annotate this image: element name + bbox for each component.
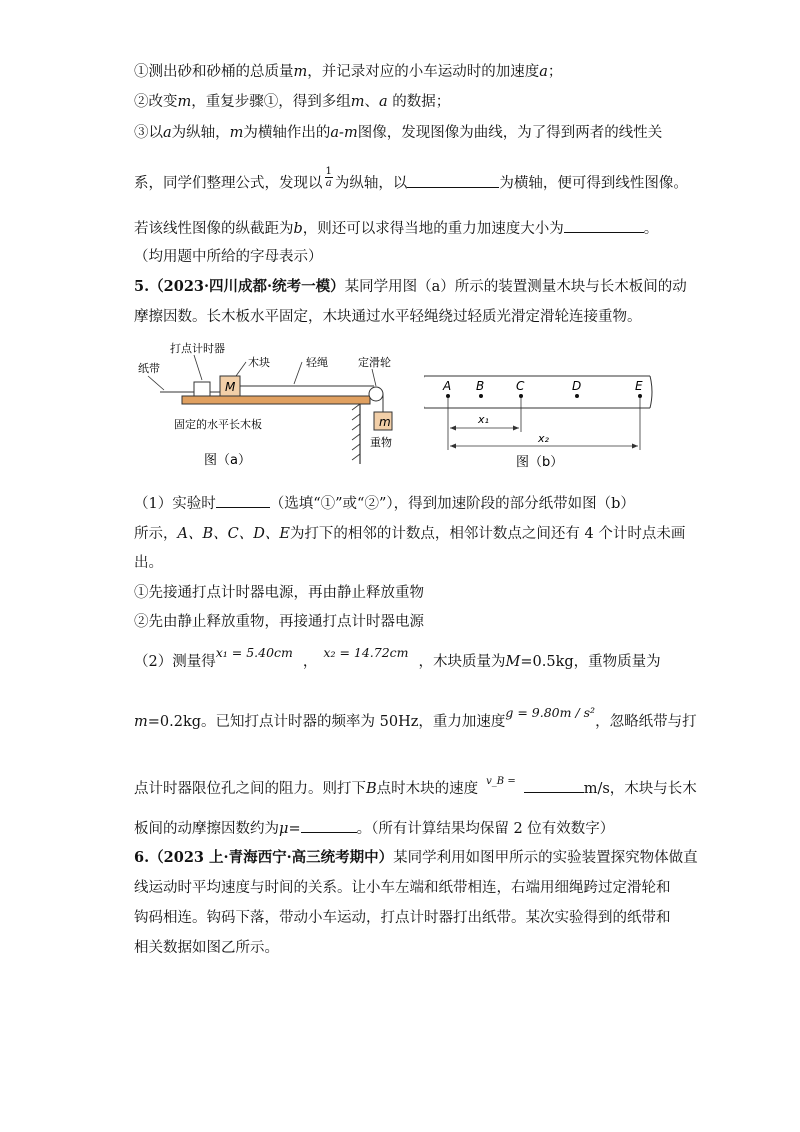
option-2 xyxy=(134,612,424,632)
leader-line xyxy=(194,355,202,380)
label-weight: 重物 xyxy=(370,436,392,449)
step-1-line xyxy=(134,62,562,82)
g-value: g = 9.80m / s² xyxy=(505,705,596,720)
answer-blank-x-axis[interactable] xyxy=(407,173,499,188)
answer-blank-order[interactable] xyxy=(216,493,270,508)
fraction-denominator: a xyxy=(325,178,332,189)
text: 某同学用图（a）所示的装置测量木块与长木板间的动 xyxy=(344,279,687,295)
var-M: M xyxy=(505,654,521,670)
text: 线运动时平均速度与时间的关系。让小车左端和纸带相连，右端用细绳跨过定滑轮和 xyxy=(134,880,671,896)
step-4-line xyxy=(134,166,688,195)
part-2-line-4 xyxy=(134,818,614,839)
part-1-line-3 xyxy=(134,553,163,573)
question-6-line-3 xyxy=(134,908,671,928)
point-label-C: C xyxy=(516,379,525,393)
point-label-D: D xyxy=(572,379,582,393)
block-label-M: M xyxy=(225,380,236,394)
text: 某同学利用如图甲所示的实验装置探究物体做直 xyxy=(393,850,698,866)
var-m: m xyxy=(177,94,192,110)
text: ②先由静止释放重物，再接通打点计时器电源 xyxy=(134,614,424,630)
text: 。 xyxy=(643,221,659,237)
part-2-line-1 xyxy=(134,645,661,672)
text: ，并记录对应的小车运动时的加速度 xyxy=(307,64,540,80)
text: 为横轴，便可得到线性图像。 xyxy=(499,175,688,192)
text: （均用题中所给的字母表示） xyxy=(134,249,323,265)
text: 出。 xyxy=(134,555,163,571)
text: ③以 xyxy=(134,125,163,141)
label-rope: 轻绳 xyxy=(306,356,328,369)
var-a: a xyxy=(539,64,548,80)
tape-right-break xyxy=(650,376,652,408)
text: 图像，发现图像为曲线，为了得到两者的线性关 xyxy=(357,125,663,141)
text: ，木块质量为 xyxy=(418,654,506,670)
part-1-line-1 xyxy=(134,493,635,514)
var-m: m xyxy=(229,125,244,141)
text: 点计时器限位孔之间的阻力。则打下 xyxy=(134,781,366,797)
text: 为纵轴，以 xyxy=(334,175,408,192)
point-label-B: B xyxy=(476,379,485,393)
question-5-line-2 xyxy=(134,307,642,327)
text: =0.5kg，重物质量为 xyxy=(520,654,661,670)
question-source: （2023·四川成都·统考一模） xyxy=(149,278,345,295)
point-A xyxy=(446,394,450,398)
point-letters: A、B、C、D、E xyxy=(177,526,290,542)
step-5-line xyxy=(134,218,658,239)
timer-icon xyxy=(194,382,210,396)
text: 、 xyxy=(364,94,379,110)
step-3-line xyxy=(134,123,662,143)
figure-a-apparatus xyxy=(134,336,404,476)
label-pulley: 定滑轮 xyxy=(358,356,391,369)
x2-value: x₂ = 14.72cm xyxy=(323,645,409,660)
question-number: 6. xyxy=(134,849,150,866)
text: ，忽略纸带与打 xyxy=(595,714,697,730)
leader-line xyxy=(236,362,246,376)
note-line xyxy=(134,247,323,267)
text: 摩擦因数。长木板水平固定，木块通过水平轻绳绕过轻质光滑定滑轮连接重物。 xyxy=(134,309,642,325)
answer-blank-gravity[interactable] xyxy=(564,218,644,233)
answer-blank-friction[interactable] xyxy=(301,818,357,833)
text: 。（所有计算结果均保留 2 位有效数字） xyxy=(356,821,615,837)
text: ①测出砂和砂桶的总质量 xyxy=(134,64,294,80)
option-1 xyxy=(134,583,424,603)
text: ， xyxy=(302,654,318,670)
label-board: 固定的水平长木板 xyxy=(174,418,262,431)
board-icon xyxy=(182,396,370,404)
text: = xyxy=(288,821,301,837)
weight-label-m: m xyxy=(379,415,391,429)
text: （1）实验时 xyxy=(134,496,216,512)
figure-b-paper-tape xyxy=(424,372,660,472)
leader-line xyxy=(372,369,376,386)
point-B xyxy=(479,394,483,398)
point-label-E: E xyxy=(635,379,643,393)
answer-blank-velocity[interactable] xyxy=(524,778,584,793)
text: 为打下的相邻的计数点，相邻计数点之间还有 4 个计时点未画 xyxy=(289,526,686,542)
question-source: （2023 上·青海西宁·高三统考期中） xyxy=(149,849,394,866)
x1-value: x₁ = 5.40cm xyxy=(215,645,293,660)
pulley-icon xyxy=(369,387,383,401)
leader-line xyxy=(294,362,302,384)
text: （选填“①”或“②”），得到加速阶段的部分纸带如图（b） xyxy=(269,496,635,512)
vb-expression: v_B = xyxy=(486,776,516,787)
part-2-line-2 xyxy=(134,705,697,732)
figure-b-caption: 图（b） xyxy=(516,455,564,470)
question-6-line-1 xyxy=(134,848,698,868)
text: 的数据； xyxy=(387,94,451,110)
question-6-line-2 xyxy=(134,878,671,898)
text: ，则还可以求得当地的重力加速度大小为 xyxy=(302,221,564,237)
label-block: 木块 xyxy=(248,356,270,369)
text: 钩码相连。钩码下落，带动小车运动，打点计时器打出纸带。某次实验得到的纸带和 xyxy=(134,910,671,926)
x1-label: x₁ xyxy=(478,413,489,426)
text: 为纵轴， xyxy=(171,125,230,141)
point-D xyxy=(575,394,579,398)
part-1-line-2 xyxy=(134,524,685,544)
x2-label: x₂ xyxy=(538,432,549,445)
text: 板间的动摩擦因数约为 xyxy=(134,821,279,837)
label-timer: 打点计时器 xyxy=(170,342,225,355)
question-number: 5. xyxy=(134,278,150,295)
text: ； xyxy=(547,64,563,80)
var-b: b xyxy=(293,221,303,237)
part-2-line-3 xyxy=(134,778,697,801)
table-hatch xyxy=(352,404,360,460)
var-a: a xyxy=(163,125,172,141)
text: 为横轴作出的 xyxy=(243,125,331,141)
var-mu: μ xyxy=(279,821,289,837)
point-label-A: A xyxy=(443,379,452,393)
text: ，重复步骤①，得到多组 xyxy=(191,94,351,110)
question-6-line-4 xyxy=(134,938,279,958)
point-C xyxy=(519,394,523,398)
text: 所示， xyxy=(134,526,178,542)
var-B: B xyxy=(366,781,377,797)
fraction-1-over-a xyxy=(325,166,333,189)
var-am: a-m xyxy=(330,125,358,141)
text: （2）测量得 xyxy=(134,654,216,670)
step-2-line xyxy=(134,92,450,112)
text: 若该线性图像的纵截距为 xyxy=(134,221,294,237)
text: =0.2kg。已知打点计时器的频率为 50Hz，重力加速度 xyxy=(147,714,506,730)
fraction-numerator: 1 xyxy=(325,166,332,177)
text: 点时木块的速度 xyxy=(376,781,479,797)
text: ①先接通打点计时器电源，再由静止释放重物 xyxy=(134,585,424,601)
var-m: m xyxy=(293,64,308,80)
text: 相关数据如图乙所示。 xyxy=(134,940,279,956)
leader-line xyxy=(148,376,164,390)
text: 系，同学们整理公式，发现以 xyxy=(134,175,323,192)
text: ②改变 xyxy=(134,94,178,110)
label-tape: 纸带 xyxy=(138,362,160,375)
var-m: m xyxy=(350,94,365,110)
var-a: a xyxy=(379,94,388,110)
point-E xyxy=(638,394,642,398)
question-5-line-1 xyxy=(134,277,687,297)
figure-a-caption: 图（a） xyxy=(204,453,251,468)
var-m: m xyxy=(134,714,148,730)
text: m/s，木块与长木 xyxy=(583,781,697,797)
